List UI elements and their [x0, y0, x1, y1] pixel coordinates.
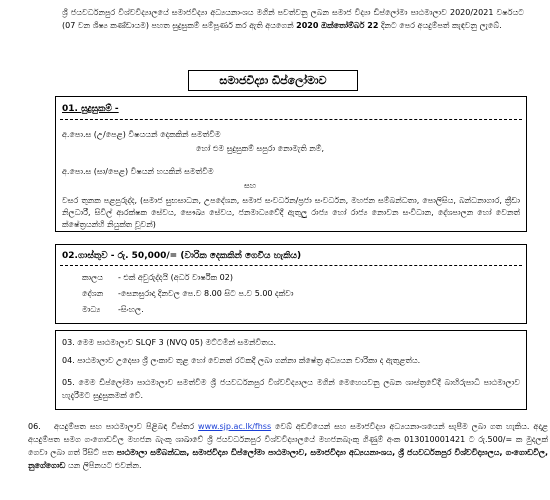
and-connector: සහ — [244, 181, 257, 190]
duration-label: කාලය — [82, 273, 103, 282]
website-link[interactable]: www.sjp.ac.lk/fhss — [198, 422, 272, 431]
intro-text-1: ශ්‍රී ජයවර්ධනපුර විශ්වවිද්‍යාලයේ සමාජවිද්‍යා අධ්‍යයනාංශය මගින් පවත්වනු ලබන සමාජ විද්‍යා ඩිප්ලෝමා පාඨමාලාව 2020/2021 වර්ෂයට (07 වන ශිෂ්‍ය කණ්ඩායම) පහත සුදුසුකම් සම්පූර්ණ කර ඇති අයගෙන් — [62, 8, 524, 30]
note-6-text-3: යන ලිපිනයට එවන්න. — [65, 461, 142, 470]
notes-box — [55, 330, 527, 410]
lectures-value: -සෙනසුරාදා දිනවල පෙ.ව 8.00 සිට ප.ව 5.00 දක්වා — [118, 289, 294, 298]
medium-value: -සිංහල. — [118, 305, 144, 314]
experience-requirement: වසර තුනක පළපුරුද්ද, (සමාජ සුභසාධන, උපදේශන, සමාජ සංවර්ධන/ප්‍රජා සංවර්ධන, මහජන සම්බන්ධතා, පොලිසිය, බන්ධනාගාර, ක්‍රීඩා නිලධාරී, සිවිල් ආරක්ෂක සේවය, සෞඛ්‍ය සේවය, ජනමාධ්‍යවේදී ඇතුලු රාජ්‍ය හෝ රාජ්‍ය නොවන සංවිධාන, දේශපාලන හෝ වෙනත් ක්ෂේත්‍රයන්හි නියුක්ත වූවන්) — [62, 196, 520, 229]
fees-heading: 02.ගාස්තුව - රු. 50,000/= (වාරික දෙකකින් ගෙවිය හැකිය) — [62, 251, 302, 261]
note-6-text-1: අයදුම්පත සහ පාඨමාලාව පිළිබඳ විස්තර — [54, 422, 199, 431]
qualifications-box — [55, 96, 527, 232]
al-requirement: අ.පො.ස (උ/පෙළ) විෂයයන් දෙකකින් සමත්වීම — [62, 130, 221, 139]
postal-address: පාඨමාලා සම්බන්ධක, සමාජවිද්‍යා ඩිප්ලෝමා පාඨමාලාව, සමාජවිද්‍යා අධ්‍යයනාංශය, ශ්‍රී ජයවර්ධනපුර විශ්වවිද්‍යාලය, ගංගොඩවිල, නුගේගොඩ — [28, 448, 548, 470]
intro-paragraph — [62, 6, 524, 32]
duration-value: - එක් අවුරුද්දයි (අර්ධ වාර්ෂික 02) — [118, 273, 233, 282]
al-alternative: හෝ එම සුදුසුකම් සපුරා නොමැති නම්, — [196, 144, 325, 153]
page-title: සමාජවිද්‍යා ඩිප්ලෝමාව — [188, 70, 358, 91]
note-3: 03. මෙම පාඨමාලාව SLQF 3 (NVQ 05) මට්ටමින් සමන්විතය. — [62, 338, 277, 347]
divider — [60, 265, 522, 266]
note-6-number: 06. — [28, 422, 41, 431]
qualifications-heading: 01. සුදුසුකම් - — [62, 104, 119, 114]
medium-label: මාධ්‍ය — [82, 305, 101, 314]
fees-box — [55, 244, 527, 324]
ol-requirement: අ.පො.ස (සා/පෙළ) විෂයන් හයකින් සමත්වීම — [62, 167, 214, 176]
note-6 — [28, 420, 548, 472]
note-5: 05. මෙම ඩිප්ලෝමා පාඨමාලාව සමත්වීම ශ්‍රී ජයවර්ධනපුර විශ්වවිද්‍යාලය මගින් මෙහෙයවනු ලබන ශාස්ත්‍රවේදී බාහිරුපාධි පාඨමාලාව හැදැරීමට සුදුසුකමක් වේ. — [62, 378, 520, 400]
divider — [60, 119, 522, 120]
note-6-text-2: වෙබ් අඩවියෙන් සහ සමාජවිද්‍යා අධ්‍යයනාංශයෙන් සැපීම ලබා ගත හැකිය. අදාළ අයදුම්පත සමග ගංගොඩවිල මහජන බැංකු ශාඛාවේ ශ්‍රී ජයවර්ධනපුර විශ්වවිද්‍යාලයේ මහජනබැංකු ගිණුම් අංක 013010001421 ට රු.500/= ක මුදලක් ගෙවා ලබා ගත් රිසිට් පත — [28, 422, 548, 457]
intro-text-2: දිනට පෙර අයදුම්පත් කැඳවනු ලැබේ. — [378, 21, 502, 30]
intro-deadline: 2020 ඔක්තෝම්බර් 22 — [296, 21, 379, 30]
note-4: 04. පාඨමාලාව උදෙසා ශ්‍රී ලංකාව තුළ හෝ වෙනත් රටකදී ලබා ගන්නා ක්ෂේත්‍ර අධ්‍යයන චාරිකා ද ඇතුළත්ය. — [62, 356, 421, 365]
lectures-label: දේශන — [82, 289, 104, 298]
